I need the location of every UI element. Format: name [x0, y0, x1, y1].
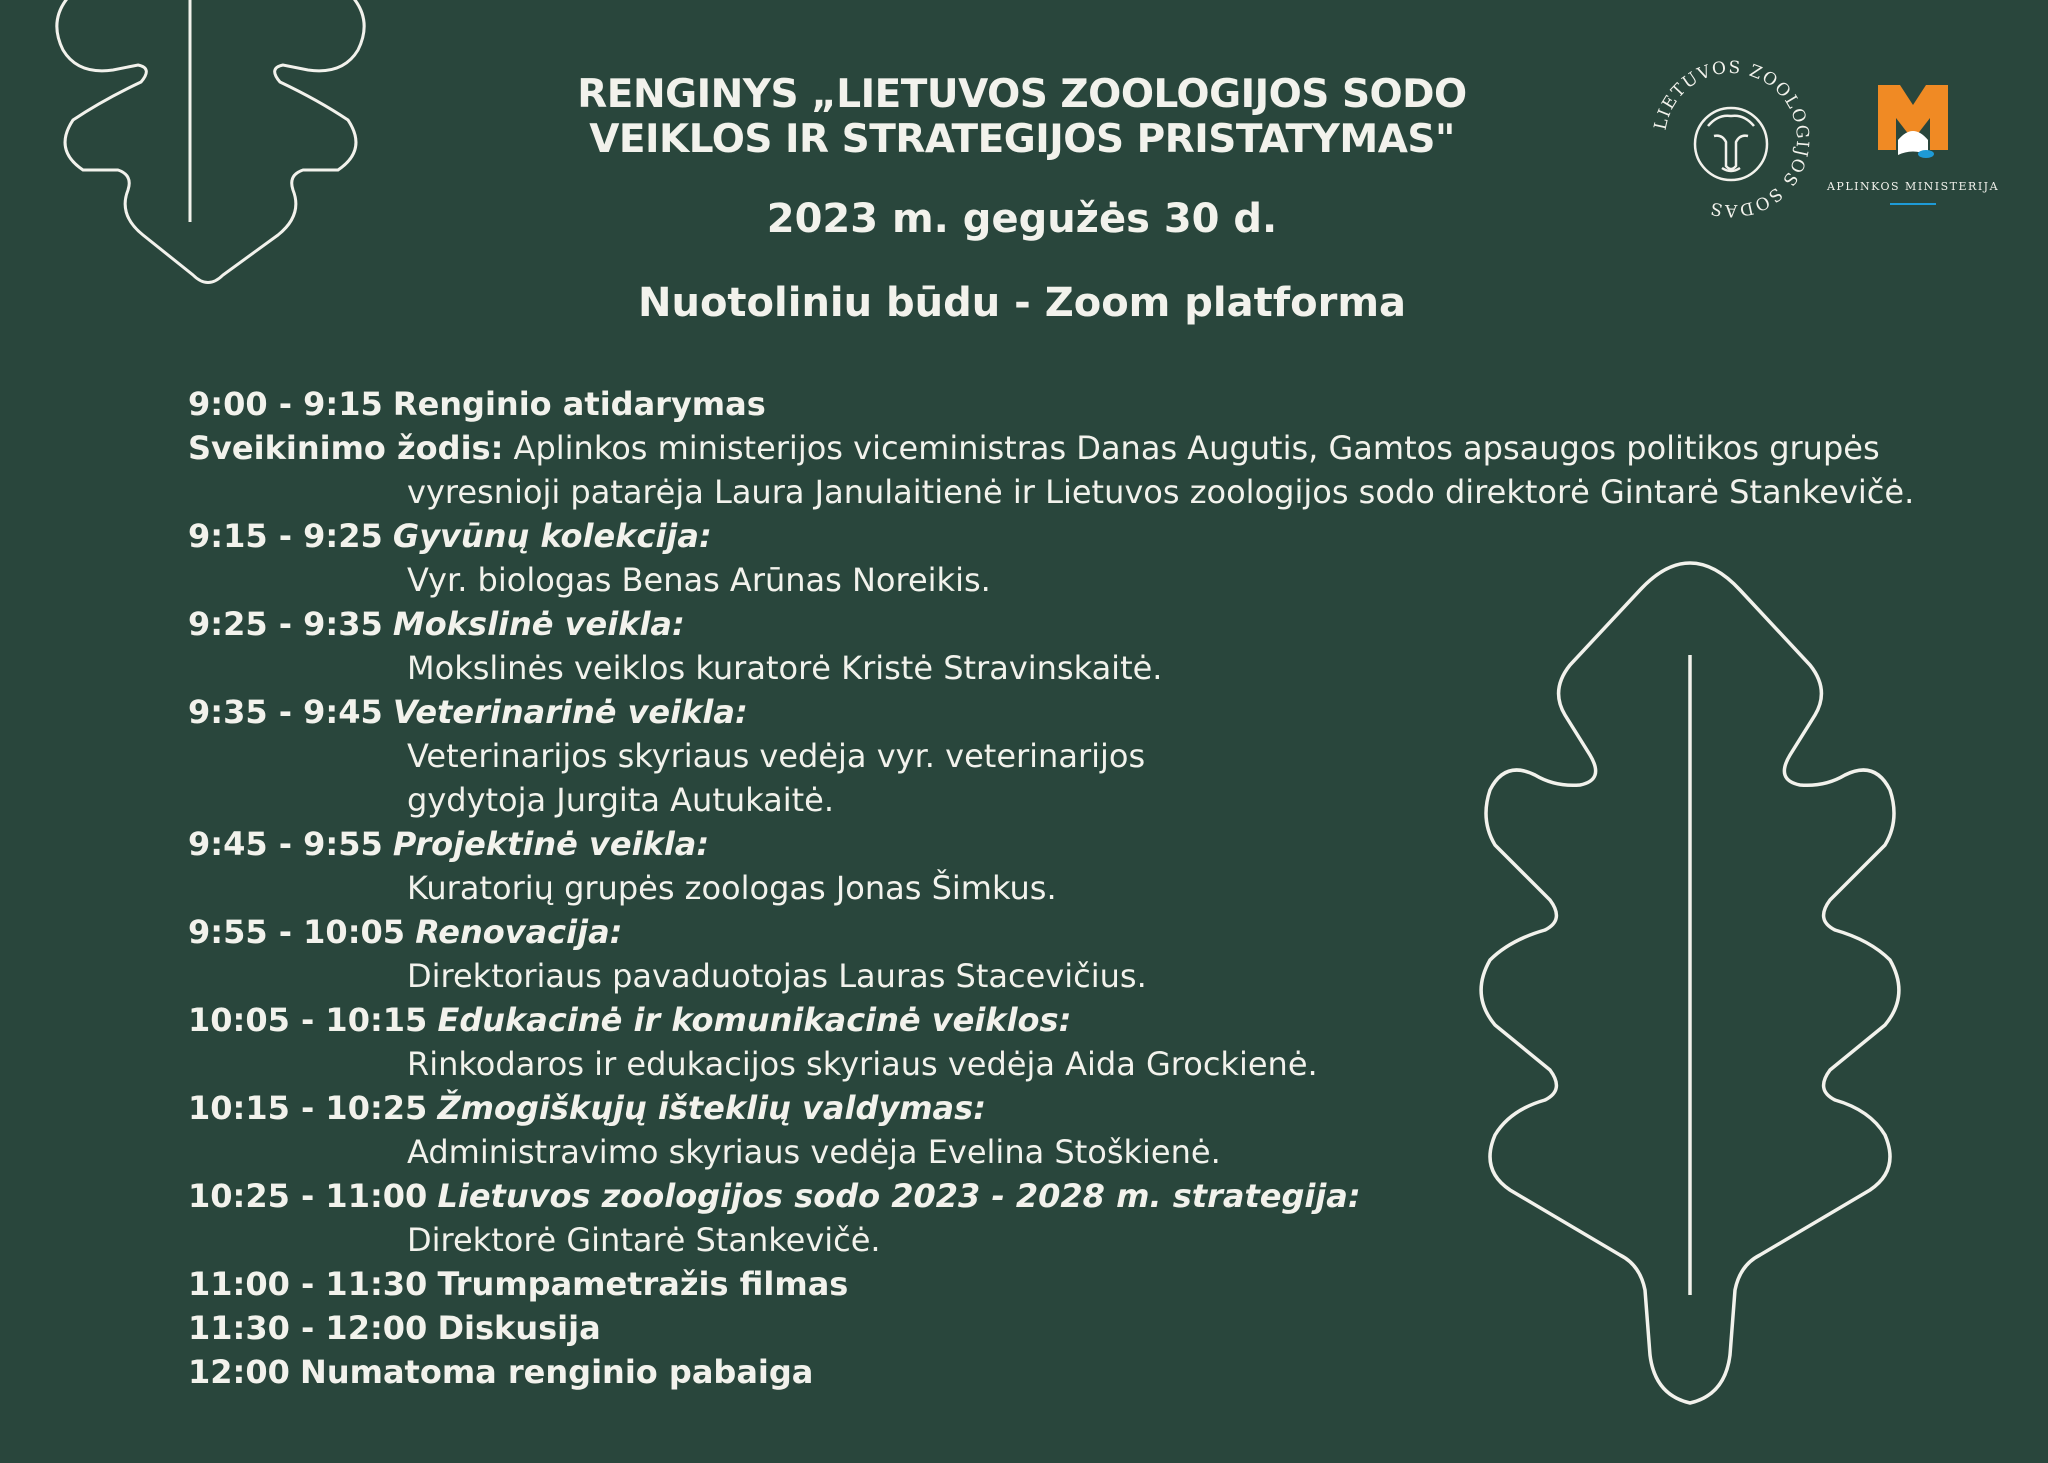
agenda-item [188, 690, 1988, 734]
agenda-time: 9:00 - 9:15 [188, 385, 383, 423]
agenda-item [188, 1306, 1988, 1350]
agenda-speaker: Direktoriaus pavaduotojas Lauras Stacevičius. [407, 957, 1147, 995]
agenda-topic: Numatoma renginio pabaiga [300, 1353, 814, 1391]
agenda-item [188, 382, 1988, 426]
agenda-time: 9:55 - 10:05 [188, 913, 406, 951]
ministry-emblem-icon [1878, 85, 1948, 158]
agenda-speaker: Kuratorių grupės zoologas Jonas Šimkus. [407, 869, 1057, 907]
agenda-time: 10:05 - 10:15 [188, 1001, 428, 1039]
agenda-time: 9:25 - 9:35 [188, 605, 383, 643]
greeting-line [188, 426, 1988, 470]
agenda-time: 11:30 - 12:00 [188, 1309, 428, 1347]
ministry-name: APLINKOS MINISTERIJA [1826, 180, 2000, 193]
lion-icon [1695, 108, 1767, 180]
agenda-speaker: Direktorė Gintarė Stankevičė. [407, 1221, 881, 1259]
ministry-logo [1826, 60, 2000, 210]
agenda-item [188, 514, 1988, 558]
agenda-topic: Gyvūnų kolekcija: [392, 517, 712, 555]
agenda-item [188, 1262, 1988, 1306]
agenda-speaker: Vyr. biologas Benas Arūnas Noreikis. [407, 561, 991, 599]
agenda-topic: Projektinė veikla: [392, 825, 710, 863]
agenda-topic: Diskusija [437, 1309, 601, 1347]
greeting-text-cont: vyresnioji patarėja Laura Janulaitienė ir Lietuvos zoologijos sodo direktorė Gintarė Stankevičė. [407, 473, 1915, 511]
agenda-item [188, 1350, 1988, 1394]
agenda-time: 11:00 - 11:30 [188, 1265, 428, 1303]
agenda-speaker: Administravimo skyriaus vedėja Evelina Stoškienė. [407, 1133, 1221, 1171]
event-mode: Nuotoliniu būdu - Zoom platforma [637, 280, 1407, 326]
oak-leaf-top-decoration [18, 0, 363, 290]
agenda-topic: Mokslinė veikla: [392, 605, 685, 643]
event-title-line2: VEIKLOS IR STRATEGIJOS PRISTATYMAS" [589, 117, 1455, 162]
agenda-speaker: Mokslinės veiklos kuratorė Kristė Stravinskaitė. [407, 649, 1163, 687]
agenda-item [188, 822, 1988, 866]
zoo-logo [1648, 56, 1814, 222]
agenda-topic: Renginio atidarymas [392, 385, 766, 423]
greeting-label: Sveikinimo žodis: [188, 429, 504, 467]
agenda-topic: Veterinarinė veikla: [392, 693, 748, 731]
leaf-outline [57, 0, 364, 283]
agenda-speaker: Rinkodaros ir edukacijos skyriaus vedėja Aida Grockienė. [407, 1045, 1318, 1083]
agenda-item [188, 910, 1988, 954]
agenda-speaker: gydytoja Jurgita Autukaitė. [407, 781, 835, 819]
agenda-item [188, 1174, 1988, 1218]
agenda-item [188, 998, 1988, 1042]
agenda-topic: Lietuvos zoologijos sodo 2023 - 2028 m. strategija: [437, 1177, 1361, 1215]
zoo-logo-ring-text: LIETUVOS ZOOLOGIJOS SODAS [1650, 57, 1813, 221]
event-date: 2023 m. gegužės 30 d. [766, 196, 1278, 242]
greeting-text: Aplinkos ministerijos viceministras Danas Augutis, Gamtos apsaugos politikos grupės [513, 429, 1880, 467]
agenda-item [188, 1086, 1988, 1130]
agenda-topic: Renovacija: [415, 913, 623, 951]
agenda-items [188, 514, 1988, 1262]
agenda-time: 9:45 - 9:55 [188, 825, 383, 863]
agenda-time: 12:00 [188, 1353, 290, 1391]
agenda-closing [188, 1262, 1988, 1394]
agenda-time: 9:15 - 9:25 [188, 517, 383, 555]
agenda-topic: Edukacinė ir komunikacinė veiklos: [437, 1001, 1072, 1039]
agenda-item [188, 602, 1988, 646]
agenda-speaker: Veterinarijos skyriaus vedėja vyr. veterinarijos [407, 737, 1146, 775]
agenda-time: 10:25 - 11:00 [188, 1177, 428, 1215]
agenda-time: 10:15 - 10:25 [188, 1089, 428, 1127]
event-title-line1: RENGINYS „LIETUVOS ZOOLOGIJOS SODO [577, 72, 1467, 117]
agenda-topic: Žmogiškųjų išteklių valdymas: [437, 1089, 986, 1127]
agenda-topic: Trumpametražis filmas [437, 1265, 849, 1303]
agenda-time: 9:35 - 9:45 [188, 693, 383, 731]
event-title [560, 72, 1484, 162]
agenda [188, 382, 1988, 1394]
